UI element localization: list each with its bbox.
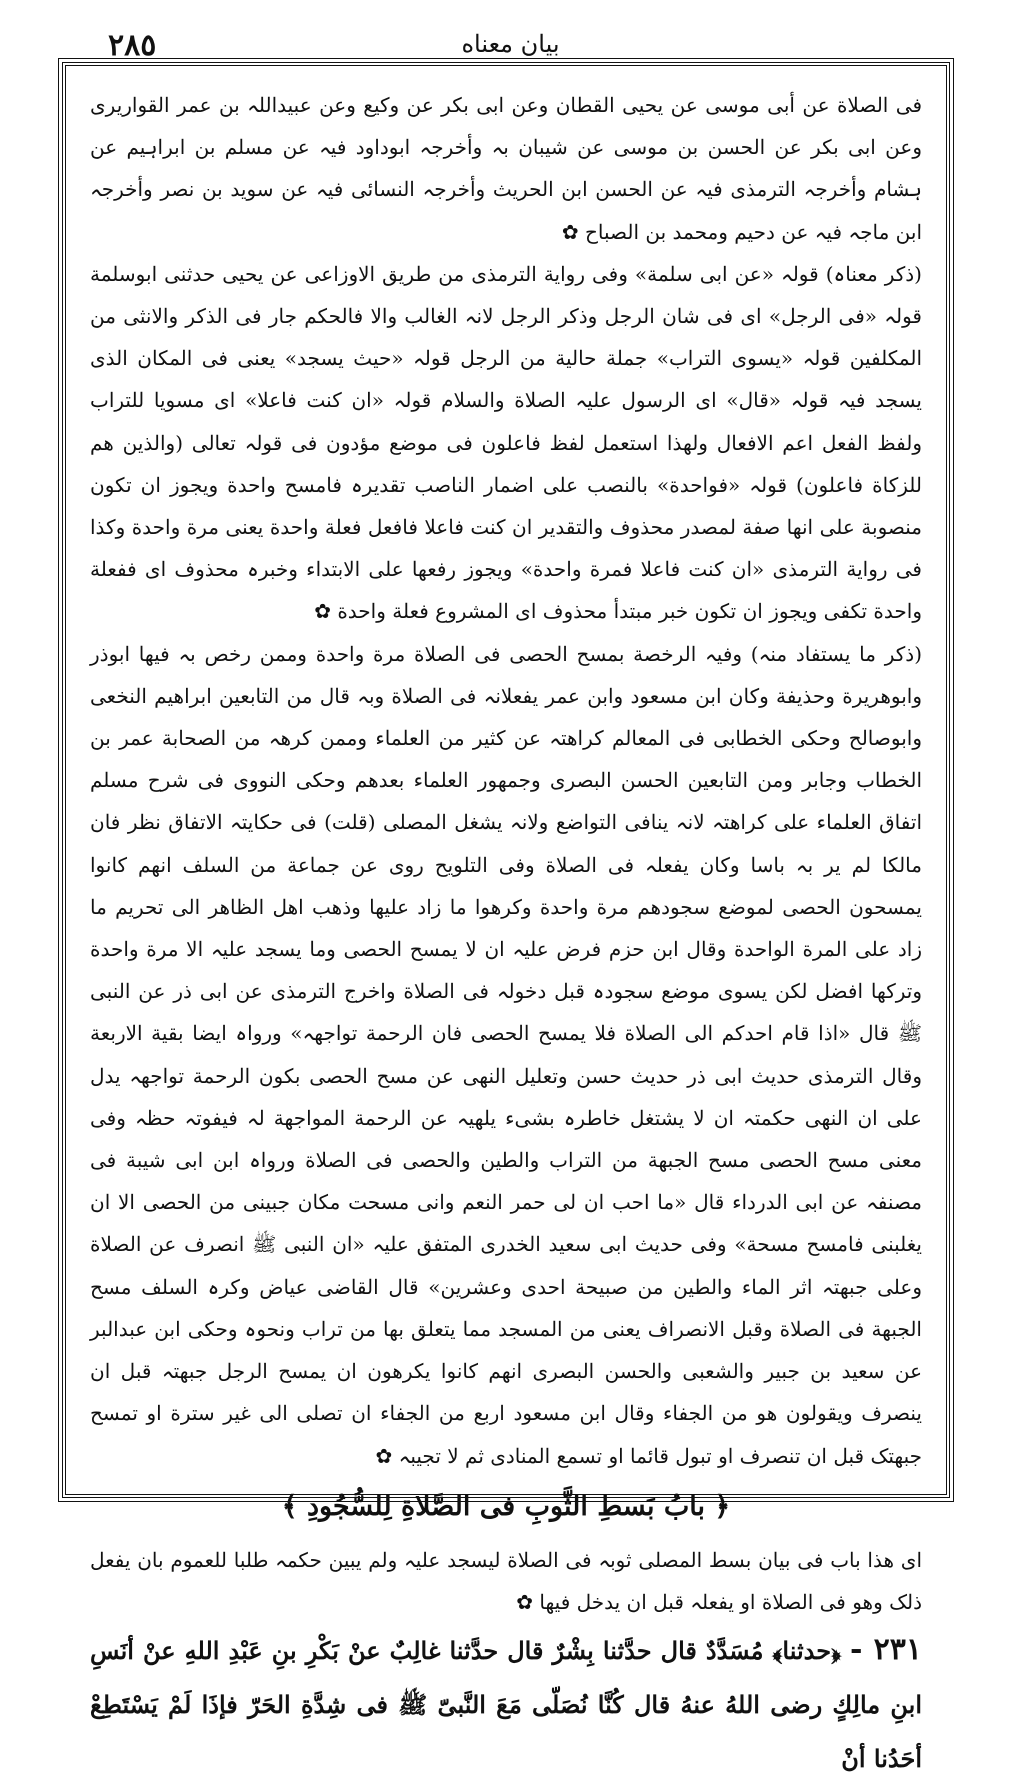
hadith-text: ﴿حدثنا﴾ مُسَدَّدٌ قال حدَّثنا بِشْرٌ قال حدَّثنا غالِبٌ عنْ بَکْرِ بنِ عَبْدِ اللهِ عنْ أنَسِ ابنِ مالِكٍ رضی اللهُ عنهُ قال کُنَّا نُصَلّی مَعَ النَّبیّ ﷺ فی شِدَّةِ الحَرّ فإذَا لَمْ یَسْتَطِعْ أحَدُنا أنْ: [90, 1636, 922, 1774]
paragraph-benefits: (ذکر ما یستفاد منہ) وفیہ الرخصة بمسح الحصی فی الصلاة مرة واحدة وممن رخص بہ فیھا ابوذر وابوھریرة وحذیفة وکان ابن مسعود وابن عمر یفعلانہ فی الصلاة وبہ قال من التابعین ابراھیم النخعی وابوصالح وحکی الخطابی فی المعالم کراھتہ عن کثیر من العلماء وممن کرھہ من الصحابة عمر بن الخطاب وجابر ومن التابعین الحسن البصری وجمھور العلماء بعدھم وحکی النووی فی شرح مسلم اتفاق العلماء علی کراھتہ لانہ ینافی التواضع ولانہ یشغل المصلی (قلت) فی حکایتہ الاتفاق نظر فان مالکا لم یر بہ باسا وکان یفعلہ فی الصلاة وفی التلویح روی عن جماعة من السلف انھم کانوا یمسحون الحصی لموضع سجودھم مرة واحدة وکرھوا ما زاد علیھا وذھب اھل الظاھر الی تحریم ما زاد علی المرة الواحدة وقال ابن حزم فرض علیہ ان لا یمسح الحصی وما یسجد علیہ الا مرة واحدة وترکھا افضل لکن یسوی موضع سجودہ قبل دخولہ فی الصلاة واخرج الترمذی عن ابی ذر عن النبی ﷺ قال «اذا قام احدکم الی الصلاة فلا یمسح الحصی فان الرحمة تواجھہ» ورواہ ایضا بقیة الاربعة وقال الترمذی حدیث ابی ذر حدیث حسن وتعلیل النھی عن مسح الحصی بکون الرحمة تواجھہ یدل علی ان النھی حکمتہ ان لا یشتغل خاطرہ بشیء یلھیہ عن الرحمة المواجھة لہ فیفوتہ حظہ وفی معنی مسح الحصی مسح الجبھة من التراب والطین والحصی فی الصلاة ورواہ ابن ابی شیبة فی مصنفہ عن ابی الدرداء قال «ما احب ان لی حمر النعم وانی مسحت مکان جبینی من الحصی الا ان یغلبنی فامسح مسحة» وفی حدیث ابی سعید الخدری المتفق علیہ «ان النبی ﷺ انصرف عن الصلاة وعلی جبھتہ اثر الماء والطین من صبیحة احدی وعشرین» قال القاضی عیاض وکرہ السلف مسح الجبھة فی الصلاة وقبل الانصراف یعنی من المسجد مما یتعلق بھا من تراب ونحوہ وحکی ابن عبدالبر عن سعید بن جبیر والشعبی والحسن البصری انھم کانوا یکرھون ان یمسح الرجل جبھتہ قبل ان ینصرف ویقولون ھو من الجفاء وقال ابن مسعود اربع من الجفاء ان تصلی الی غیر سترة او تمسح جبھتک قبل ان تنصرف او تبول قائما او تسمع المنادی ثم لا تجیبہ ✿: [90, 641, 922, 1468]
chapter-intro: ای ھذا باب فی بیان بسط المصلی ثوبہ فی الصلاة لیسجد علیہ ولم یبین حکمہ طلبا للعموم بان یفعل ذلک وھو فی الصلاة او یفعلہ قبل ان یدخل فیھا ✿: [90, 1547, 923, 1614]
page-body: [90, 84, 922, 1786]
paragraph-meaning: (ذکر معناہ) قولہ «عن ابی سلمة» وفی روایة الترمذی من طریق الاوزاعی عن یحیی حدثنی ابوسلمة قولہ «فی الرجل» ای فی شان الرجل وذکر الرجل لانہ الغالب والا فالحکم جار فی الذکر والانثی من المکلفین قولہ «یسوی التراب» جملة حالیة من الرجل قولہ «حیث یسجد» یعنی فی المکان الذی یسجد فیہ قولہ «قال» ای الرسول علیہ الصلاة والسلام قولہ «ان کنت فاعلا» ای مسویا للتراب ولفظ الفعل اعم الافعال ولھذا استعمل لفظ فاعلون فی موضع مؤدون فی قولہ تعالی (والذین ھم للزکاة فاعلون) قولہ «فواحدة» بالنصب علی اضمار الناصب تقدیرہ فامسح واحدة ویجوز ان تکون منصوبة علی انھا صفة لمصدر محذوف والتقدیر ان کنت فاعلا فافعل فعلة واحدة یعنی مرة واحدة وکذا فی روایة الترمذی «ان کنت فاعلا فمرة واحدة» ویجوز رفعھا علی الابتداء وخبرہ محذوف ای ففعلة واحدة تکفی ویجوز ان تکون خبر مبتدأ محذوف ای المشروع فعلة واحدة ✿: [90, 261, 922, 624]
running-title: بیان معناه: [461, 30, 560, 58]
text-frame: [62, 62, 950, 1774]
page-number: ٢٨٥: [108, 28, 157, 63]
chapter-heading: ﴿ بابُ بَسطِ الثَّوبِ فی الصَّلاةِ لِلسُّجُودِ ﴾: [281, 1490, 731, 1522]
hadith-text-block: [90, 1623, 922, 1786]
paragraph-takhrij: فی الصلاة عن أبی موسی عن یحیی القطان وعن ابی بکر عن وکیع وعن عبیداللہ بن عمر القواریری وعن ابی بکر عن الحسن بن موسی عن شیبان بہ وأخرجہ ابوداود فیہ عن مسلم بن ابراہیم عن ہشام وأخرجہ الترمذی فیہ عن الحسن ابن الحریث وأخرجہ النسائی فیہ عن سوید بن نصر وأخرجہ ابن ماجہ فیہ عن دحیم ومحمد بن الصباح ✿: [90, 93, 922, 244]
hadith-number: ٢٣١ -: [850, 1632, 922, 1668]
